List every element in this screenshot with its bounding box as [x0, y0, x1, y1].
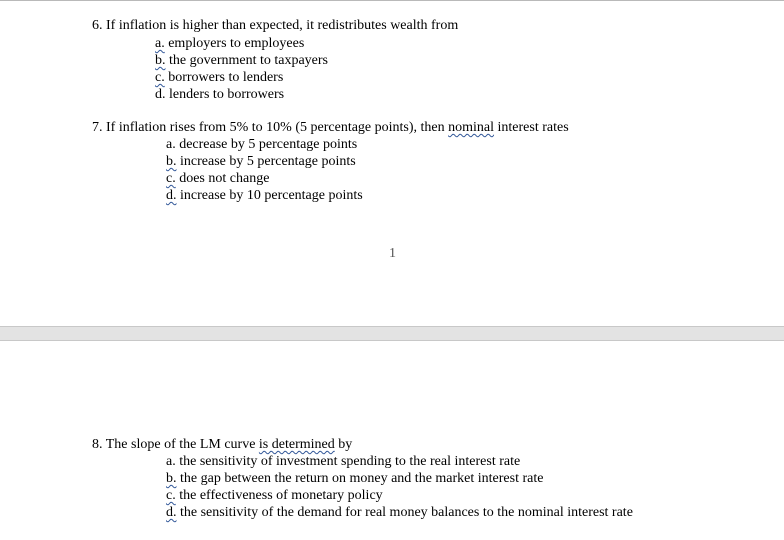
- question-7-option-a: [166, 136, 357, 153]
- option-text: the effectiveness of monetary policy: [179, 488, 383, 503]
- option-letter: c.: [166, 488, 176, 503]
- question-8-stem: [92, 436, 352, 453]
- document-page-2: [0, 341, 784, 540]
- question-7-option-c: [166, 170, 269, 187]
- question-8-option-c: [166, 487, 383, 504]
- stem-text: by: [334, 437, 353, 452]
- option-letter: d.: [155, 87, 166, 102]
- option-letter: b.: [155, 53, 166, 68]
- question-6-option-b: [155, 52, 328, 69]
- question-6-option-d: [155, 86, 284, 103]
- question-8-option-b: [166, 470, 543, 487]
- question-6-option-a: [155, 35, 304, 52]
- option-text: increase by 10 percentage points: [180, 188, 363, 203]
- question-7-option-d: [166, 187, 363, 204]
- option-letter: c.: [166, 171, 176, 186]
- option-letter: a.: [166, 454, 176, 469]
- question-6-option-c: [155, 69, 283, 86]
- option-text: borrowers to lenders: [168, 70, 284, 85]
- option-letter: b.: [166, 154, 177, 169]
- page-break-gap: [0, 326, 784, 341]
- option-text: the government to taxpayers: [169, 53, 329, 68]
- question-7-option-b: [166, 153, 356, 170]
- option-letter: a.: [166, 137, 176, 152]
- question-7-stem: [92, 119, 569, 136]
- option-letter: a.: [155, 36, 165, 51]
- grammar-flagged-phrase[interactable]: is determined: [258, 437, 335, 452]
- page-number: 1: [389, 246, 396, 261]
- option-letter: d.: [166, 505, 177, 520]
- question-6-stem: 6. If inflation is higher than expected, it redistributes wealth from: [92, 18, 459, 33]
- option-letter: c.: [155, 70, 165, 85]
- option-text: the sensitivity of investment spending to the real interest rate: [179, 454, 521, 469]
- stem-text: 7. If inflation rises from 5% to 10% (5 percentage points), then: [92, 120, 449, 135]
- option-letter: d.: [166, 188, 177, 203]
- question-8-option-a: [166, 453, 520, 470]
- option-text: lenders to borrowers: [169, 87, 285, 102]
- spell-flagged-word[interactable]: nominal: [448, 120, 495, 135]
- option-text: does not change: [179, 171, 270, 186]
- option-text: the sensitivity of the demand for real money balances to the nominal interest rate: [180, 505, 633, 520]
- stem-text: 8. The slope of the LM curve: [92, 437, 259, 452]
- option-text: decrease by 5 percentage points: [179, 137, 358, 152]
- question-8-option-d: [166, 504, 633, 521]
- option-text: employers to employees: [168, 36, 305, 51]
- option-text: increase by 5 percentage points: [180, 154, 356, 169]
- option-letter: b.: [166, 471, 177, 486]
- stem-text: interest rates: [494, 120, 569, 135]
- option-text: the gap between the return on money and the market interest rate: [180, 471, 544, 486]
